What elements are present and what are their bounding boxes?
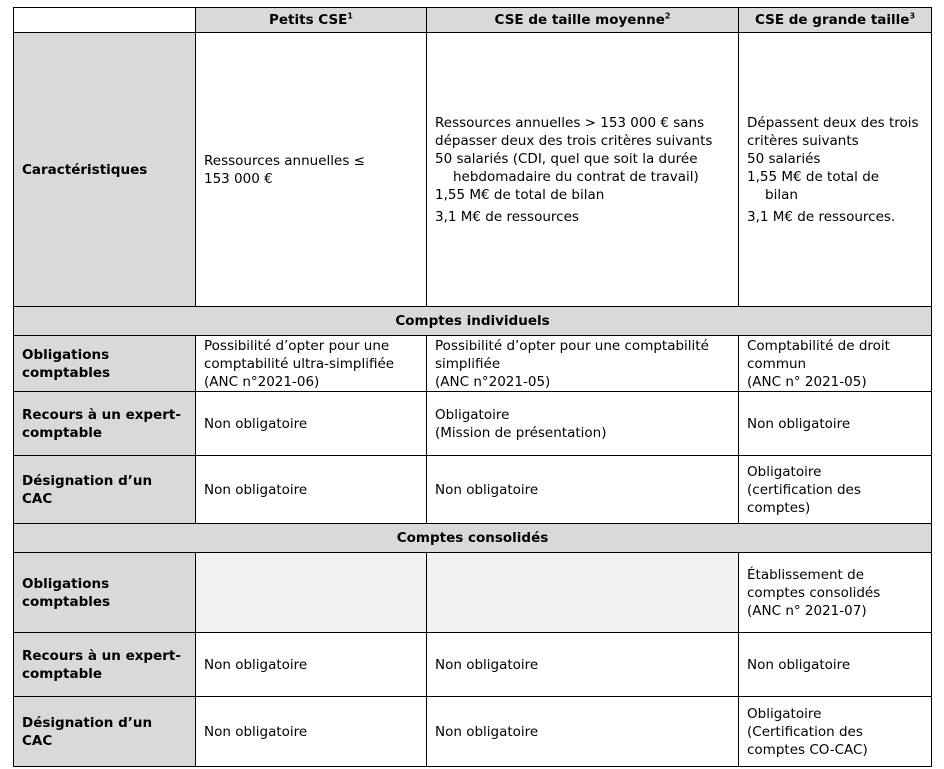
obligations-individuels-moyenne: Possibilité d’opter pour une comptabilité simplifiée (ANC n°2021-05) — [427, 336, 739, 392]
obligations-consolides-petits-empty — [196, 553, 427, 633]
cac-individuels-petits: Non obligatoire — [196, 456, 427, 524]
caracteristiques-petits: Ressources annuelles ≤ 153 000 € — [196, 33, 427, 307]
expert-consolides-moyenne: Non obligatoire — [427, 633, 739, 697]
cse-comparison-table — [13, 7, 932, 767]
row-label-obligations-individuels: Obligations comptables — [14, 336, 196, 392]
row-label-cac-consolides: Désignation d’un CAC — [14, 697, 196, 767]
obligations-individuels-petits: Possibilité d’opter pour une comptabilité ultra-simplifiée (ANC n°2021-06) — [196, 336, 427, 392]
header-cse-grande-taille: CSE de grande taille$^3$ — [739, 8, 932, 33]
row-label-caracteristiques: Caractéristiques — [14, 33, 196, 307]
expert-individuels-grande: Non obligatoire — [739, 392, 932, 456]
obligations-consolides-grande: Établissement de comptes consolidés (ANC n° 2021-07) — [739, 553, 932, 633]
cac-consolides-grande: Obligatoire (Certification des comptes CO-CAC) — [739, 697, 932, 767]
obligations-consolides-moyenne-empty — [427, 553, 739, 633]
cac-individuels-grande: Obligatoire (certification des comptes) — [739, 456, 932, 524]
section-comptes-individuels: Comptes individuels — [14, 307, 932, 336]
expert-individuels-moyenne: Obligatoire (Mission de présentation) — [427, 392, 739, 456]
cac-individuels-moyenne: Non obligatoire — [427, 456, 739, 524]
caracteristiques-moyenne: Ressources annuelles > 153 000 € sans dépasser deux des trois critères suivants 50 salariés (CDI, quel que soit la durée hebdomadaire du contrat de travail) 1,55 M€ de total de bilan 3,1 M€ de ressources — [427, 33, 739, 307]
cac-consolides-petits: Non obligatoire — [196, 697, 427, 767]
corner-cell — [14, 8, 196, 33]
section-comptes-consolides: Comptes consolidés — [14, 524, 932, 553]
header-petits-cse: Petits CSE$^1$ — [196, 8, 427, 33]
obligations-individuels-grande: Comptabilité de droit commun (ANC n° 2021-05) — [739, 336, 932, 392]
row-label-obligations-consolides: Obligations comptables — [14, 553, 196, 633]
expert-individuels-petits: Non obligatoire — [196, 392, 427, 456]
row-label-expert-consolides: Recours à un expert- comptable — [14, 633, 196, 697]
header-cse-taille-moyenne: CSE de taille moyenne$^2$ — [427, 8, 739, 33]
caracteristiques-grande: Dépassent deux des trois critères suivants 50 salariés 1,55 M€ de total de bilan 3,1 M€ de ressources. — [739, 33, 932, 307]
row-label-cac-individuels: Désignation d’un CAC — [14, 456, 196, 524]
expert-consolides-grande: Non obligatoire — [739, 633, 932, 697]
expert-consolides-petits: Non obligatoire — [196, 633, 427, 697]
cac-consolides-moyenne: Non obligatoire — [427, 697, 739, 767]
row-label-expert-individuels: Recours à un expert- comptable — [14, 392, 196, 456]
